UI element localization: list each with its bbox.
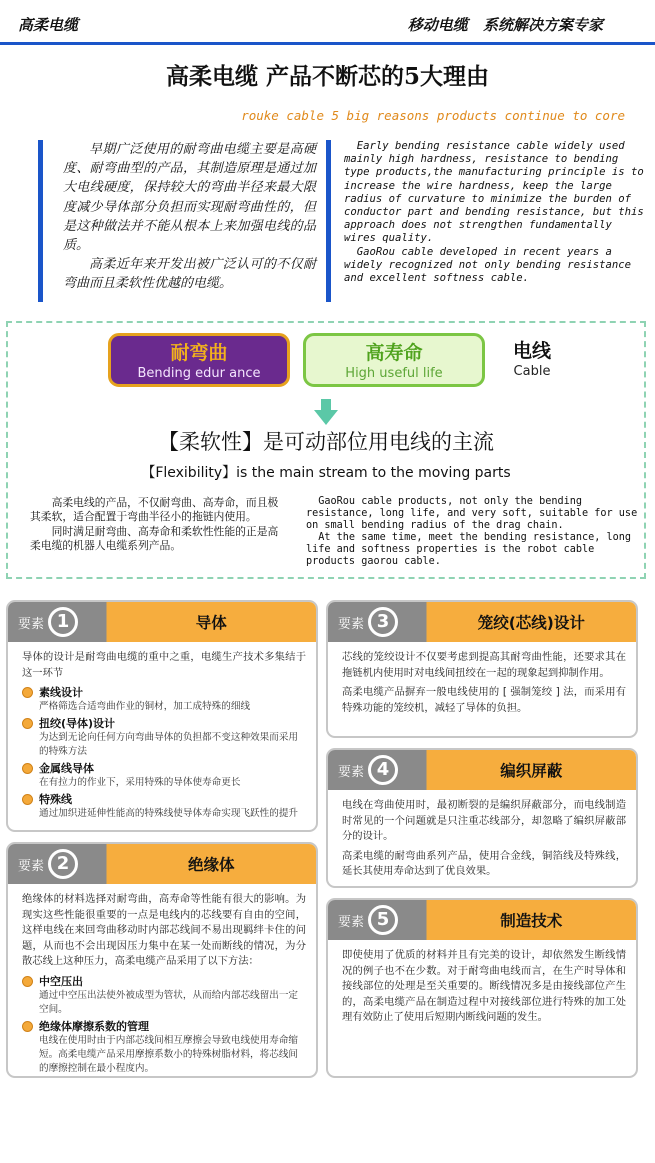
item-heading: 特殊线 (39, 793, 72, 806)
element-key-word: 要素 (338, 617, 365, 632)
card-title: 绝缘体 (188, 856, 235, 874)
card-paragraph: 高柔电缆的耐弯曲系列产品，使用合金线，铜箔线及特殊线，延长其使用寿命达到了优良效果。 (342, 849, 626, 877)
feature-body-en (306, 496, 638, 567)
cable-label (502, 339, 562, 381)
flexibility-heading-cn: 【柔软性】是可动部位用电线的主流 (158, 430, 494, 454)
bullet-dot-icon (22, 1021, 33, 1032)
bullet-dot-icon (22, 976, 33, 987)
page-subtitle: rouke cable 5 big reasons products continue to core (241, 108, 625, 123)
list-item (22, 716, 306, 759)
card-paragraph: 芯线的笼绞设计不仅要考虑到提高其耐弯曲性能，还要求其在拖链机内使用时对电线间扭绞在一起的现象起到抑制作用。 (342, 651, 626, 679)
intro-english (326, 140, 646, 302)
element-card-conductor (6, 600, 318, 832)
item-description: 严格筛选合适弯曲作业的铜材，加工成特殊的细线 (39, 701, 251, 712)
feature-cn-paragraph: 高柔电线的产品，不仅耐弯曲、高寿命，而且极其柔软，适合配置于弯曲半径小的拖链内使用。 (30, 496, 279, 524)
card-paragraph: 即使使用了优质的材料并且有完美的设计，却依然发生断线情况的例子也不在少数。对于耐弯曲电线而言，在生产时导体和接线部位的处理是至关重要的。断线情况多是由接线部位产生的，高柔电缆产品在制造过程中对接线部位进行特殊的加工处理有效防止了使用后短期内断线问题的发生。 (342, 949, 626, 1023)
card-body (22, 892, 306, 1076)
card-intro: 绝缘体的材料选择对耐弯曲，高寿命等性能有很大的影响。为现实这些性能很重要的一点是电线内的芯线要有自由的空间，这样电线在来回弯曲移动时内部芯线间不易出现羁绊卡住的问题，从而也不会出现因压力集中在某一处而断线的情况，为分散芯线上这种压力，高柔电缆产品采用了以下方法： (22, 893, 306, 967)
intro-en-paragraph: GaoRou cable developed in recent years a widely recognized not only bending resistance and excellent softness cable. (344, 245, 632, 285)
header-divider (0, 42, 655, 45)
down-arrow-icon (314, 399, 338, 425)
element-number-badge: 1 (48, 607, 78, 637)
feature-en-paragraph: At the same time, meet the bending resistance, long life and softness properties is the robot cable products gaorou cable. (306, 531, 632, 567)
card-title: 编织屏蔽 (500, 762, 563, 780)
life-label-en: High useful life (345, 366, 443, 381)
feature-en-paragraph: GaoRou cable products, not only the bending resistance, long life, and very soft, suitable for use on small bending radius of the drag chain. (306, 496, 638, 531)
item-heading: 金属线导体 (39, 762, 94, 775)
element-card-stranding (326, 600, 638, 738)
card-title: 制造技术 (500, 912, 563, 930)
element-card-shield (326, 748, 638, 888)
feature-body-cn (30, 496, 284, 553)
list-item (22, 792, 306, 821)
card-paragraph: 高柔电缆产品摒弃一般电线使用的 [ 强制笼绞 ] 法，而采用有特殊功能的笼绞机，减轻了导体的负担。 (342, 686, 626, 714)
card-title: 导体 (195, 614, 227, 632)
cable-label-cn: 电线 (512, 340, 551, 362)
element-key-word: 要素 (18, 617, 45, 632)
card-header (8, 844, 316, 884)
card-intro: 导体的设计是耐弯曲电缆的重中之重，电缆生产技术多集结于这一环节 (22, 651, 306, 679)
card-body (22, 650, 306, 821)
card-header (328, 602, 636, 642)
item-heading: 绝缘体摩擦系数的管理 (39, 1019, 149, 1033)
item-description: 通过加织进延伸性能高的特殊线使导体寿命实现飞跃性的提升 (39, 808, 299, 819)
page-header (0, 0, 655, 46)
life-label-cn: 高寿命 (365, 342, 423, 364)
bullet-dot-icon (22, 763, 33, 774)
intro-chinese (38, 140, 316, 302)
list-item (22, 974, 306, 1017)
bullet-dot-icon (22, 718, 33, 729)
feature-cn-paragraph: 同时满足耐弯曲、高寿命和柔软性性能的正是高柔电缆的机器人电缆系列产品。 (30, 524, 279, 552)
card-header (328, 750, 636, 790)
list-item (22, 1019, 306, 1076)
element-card-insulator (6, 842, 318, 1078)
intro-cn-paragraph: 高柔近年来开发出被广泛认可的不仅耐弯曲而且柔软性优越的电缆。 (63, 257, 316, 292)
header-brand: 高柔电缆 (18, 16, 79, 34)
life-badge (303, 333, 485, 387)
item-heading: 素线设计 (39, 686, 83, 699)
bending-label-en: Bending edur ance (137, 366, 261, 381)
element-number-badge: 5 (368, 905, 398, 935)
intro-cn-paragraph: 早期广泛使用的耐弯曲电缆主要是高硬度、耐弯曲型的产品，其制造原理是通过加大电线硬度，保持较大的弯曲半径来最大限度减少导体部分负担而实现耐弯曲性的，但是这种做法并不能从根本上来加强电线的品质。 (63, 142, 316, 254)
feature-panel (6, 321, 646, 579)
item-heading: 扭绞(导体)设计 (39, 717, 116, 730)
item-description: 在有拉力的作业下，采用特殊的导体使寿命更长 (39, 777, 241, 788)
flexibility-heading-en: 【Flexibility】is the main stream to the moving parts (141, 465, 511, 481)
item-description: 为达到无论向任何方向弯曲导体的负担都不变这种效果而采用的特殊方法 (39, 732, 299, 757)
bullet-dot-icon (22, 687, 33, 698)
element-key-word: 要素 (338, 915, 365, 930)
card-body (342, 650, 626, 720)
intro-en-paragraph: Early bending resistance cable widely used mainly high hardness, resistance to bending type products,the manufacturing principle is to increase the wire hardness, keep the large radius of curvature to minimize the burden of conductor part and bending resistance, but this approach does not strengthen fundamentally wires quality. (344, 140, 644, 245)
card-body (342, 948, 626, 1030)
element-card-manufacturing (326, 898, 638, 1078)
card-header (8, 602, 316, 642)
bending-badge (108, 333, 290, 387)
item-description: 电线在使用时由于内部芯线间相互摩擦会导致电线使用寿命缩短。高柔电缆产品采用摩擦系数小的特殊树脂材料，将芯线间的摩擦控制在最小程度内。 (39, 1034, 299, 1074)
bullet-dot-icon (22, 794, 33, 805)
cable-label-en: Cable (513, 364, 551, 379)
list-item (22, 761, 306, 790)
card-header (328, 900, 636, 940)
element-key-word: 要素 (338, 765, 365, 780)
list-item (22, 685, 306, 714)
page-title: 高柔电缆 产品不断芯的5大理由 (165, 63, 489, 90)
bending-label-cn: 耐弯曲 (170, 342, 228, 364)
header-slogan: 移动电缆 系统解决方案专家 (407, 16, 603, 34)
card-title: 笼绞(芯线)设计 (477, 614, 585, 632)
item-description: 通过中空压出法使外被成型为管状，从而给内部芯线留出一定空间。 (39, 989, 299, 1015)
element-number-badge: 2 (48, 849, 78, 879)
element-key-word: 要素 (18, 859, 45, 874)
element-number-badge: 3 (368, 607, 398, 637)
element-number-badge: 4 (368, 755, 398, 785)
card-paragraph: 电线在弯曲使用时，最初断裂的是编织屏蔽部分，而电线制造时常见的一个问题就是只注重芯线部分，却忽略了编织屏蔽部分的设计。 (342, 799, 626, 842)
item-heading: 中空压出 (39, 974, 83, 988)
card-body (342, 798, 626, 884)
